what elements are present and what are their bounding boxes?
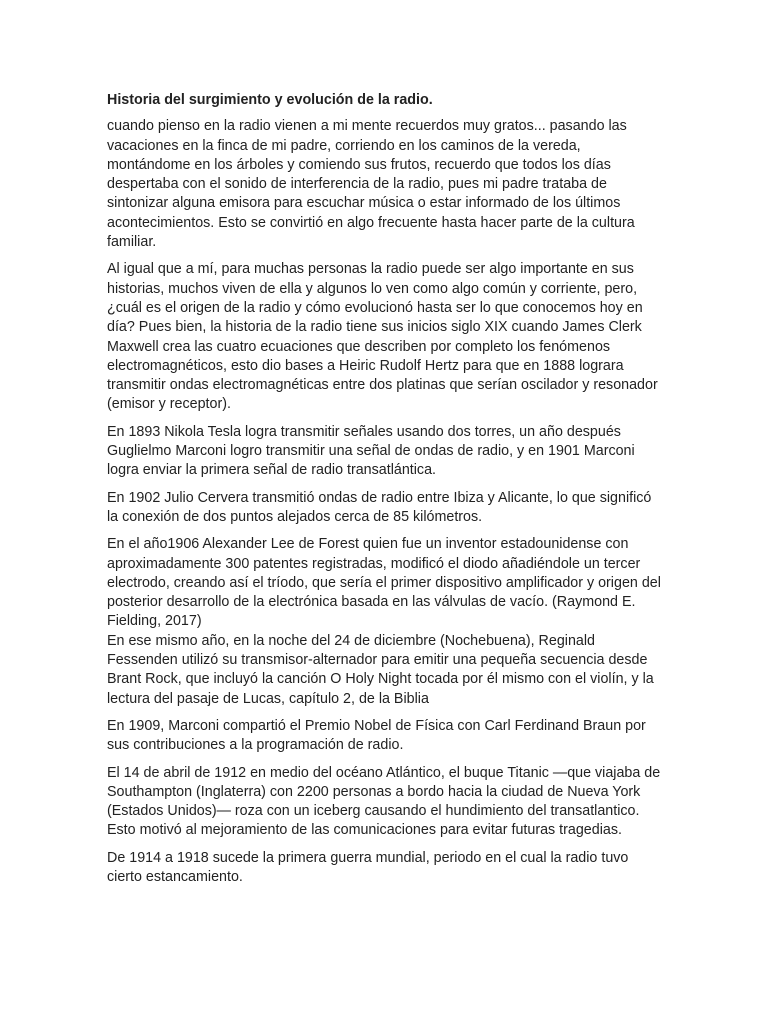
paragraph-tesla-marconi: En 1893 Nikola Tesla logra transmitir señales usando dos torres, un año después Guglielmo Marconi logro transmitir una señal de ondas de radio, y en 1901 Marconi logra enviar la primera señal de radio transatlántica.: [107, 423, 635, 479]
paragraph-childhood-memories: cuando pienso en la radio vienen a mi mente recuerdos muy gratos... pasando las vacaciones en la finca de mi padre, corriendo en los caminos de la vereda, montándome en los árboles y comiendo sus frutos, recuerdo que todos los días despertaba con el sonido de interferencia de la radio, pues mi padre trataba de sintonizar alguna emisora para escuchar música o estar informado de los últimos acontecimientos. Esto se convirtió en algo frecuente hasta hacer parte de la cultura familiar.: [107, 118, 635, 251]
paragraph-de-forest: En el año1906 Alexander Lee de Forest quien fue un inventor estadounidense con aproximadamente 300 patentes registradas, modificó el diodo añadiéndole un tercer electrodo, creando así el tríodo, que sería el primer dispositivo amplificador y origen del posterior desarrollo de la electrónica basada en las válvulas de vacío. (Raymond E. Fielding, 2017): [107, 536, 661, 630]
paragraph-nobel: En 1909, Marconi compartió el Premio Nobel de Física con Carl Ferdinand Braun por sus contribuciones a la programación de radio.: [107, 717, 646, 754]
document-title: Historia del surgimiento y evolución de la radio.: [107, 92, 433, 108]
paragraph-radio-origins: Al igual que a mí, para muchas personas la radio puede ser algo importante en sus historias, muchos viven de ella y algunos lo ven como algo común y corriente, pero, ¿cuál es el origen de la radio y cómo evolucionó hasta ser lo que conocemos hoy en día? Pues bien, la historia de la radio tiene sus inicios siglo XIX cuando James Clerk Maxwell crea las cuatro ecuaciones que describen por completo los fenómenos electromagnéticos, esto dio bases a Heiric Rudolf Hertz para que en 1888 lograra transmitir ondas electromagnéticas entre dos platinas que serían oscilador y resonador (emisor y receptor).: [107, 261, 658, 413]
paragraph-cervera: En 1902 Julio Cervera transmitió ondas de radio entre Ibiza y Alicante, lo que significó la conexión de dos puntos alejados cerca de 85 kilómetros.: [107, 489, 652, 525]
paragraph-world-war: De 1914 a 1918 sucede la primera guerra mundial, periodo en el cual la radio tuvo cierto estancamiento.: [107, 849, 629, 885]
paragraph-titanic: El 14 de abril de 1912 en medio del océano Atlántico, el buque Titanic —que viajaba de Southampton (Inglaterra) con 2200 personas a bordo hacia la ciudad de Nueva York (Estados Unidos)— roza con un iceberg causando el hundimiento del transatlantico. Esto motivó al mejoramiento de las comunicaciones para evitar futuras tragedias.: [107, 764, 661, 839]
paragraph-fessenden: En ese mismo año, en la noche del 24 de diciembre (Nochebuena), Reginald Fessenden utilizó su transmisor-alternador para emitir una pequeña secuencia desde Brant Rock, que incluyó la canción O Holy Night tocada por él mismo con el violín, y la lectura del pasaje de Lucas, capítulo 2, de la Biblia: [107, 632, 654, 707]
document-page: [107, 91, 663, 895]
